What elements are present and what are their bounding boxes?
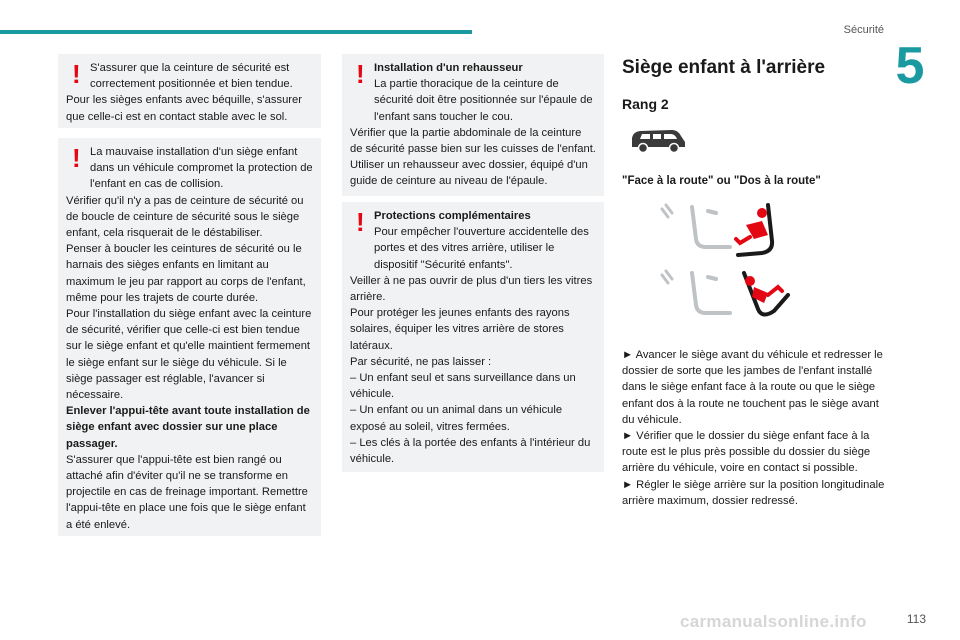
warning-text: Penser à boucler les ceintures de sécurité ou le harnais des sièges enfants en limitant au maximum le jeu par rapport au corps de l'enfant, même pour les trajets de courte durée.: [66, 243, 306, 304]
warning-lead: [66, 144, 313, 193]
warning-lead-text: La partie thoracique de la ceinture de sécurité doit être positionnée sur l'épaule de l'enfant sans toucher le cou.: [374, 78, 593, 123]
warning-lead-text: Pour empêcher l'ouverture accidentelle des portes et des vitres arrière, utiliser le dispositif "Sécurité enfants".: [374, 226, 589, 271]
page-number: 113: [906, 612, 926, 626]
list-item: – Un enfant seul et sans surveillance dans un véhicule.: [350, 372, 576, 401]
header-rule: [0, 30, 472, 34]
seat-row-rearward: [650, 263, 892, 329]
warning-lead-text: S'assurer que la ceinture de sécurité est correctement positionnée et bien tendue.: [90, 62, 293, 91]
warning-exclamation-icon: !: [356, 59, 365, 89]
seat-diagrams: [650, 197, 892, 329]
warning-text: Par sécurité, ne pas laisser :: [350, 355, 492, 368]
warning-box-booster: [342, 54, 604, 196]
instruction-step: ► Régler le siège arrière sur la position longitudinale arrière maximum, dossier redressé.: [622, 478, 885, 507]
list-item: – Les clés à la portée des enfants à l'intérieur du véhicule.: [350, 436, 591, 466]
warning-text: Pour protéger les jeunes enfants des rayons solaires, équiper les vitres arrière de stores latéraux.: [350, 307, 570, 352]
warning-text: Pour l'installation du siège enfant avec la ceinture de sécurité, vérifier que celle-ci est bien tendue sur le siège enfant et qu'elle maintient fermement le siège enfant sur le siège du véhicule. Si le siège passager est réglable, l'avancer si nécessaire.: [66, 308, 312, 402]
warning-lead: [350, 208, 596, 273]
row-subtitle: Rang 2: [622, 96, 669, 112]
orientation-heading: "Face à la route" ou "Dos à la route": [622, 175, 821, 187]
child-seat-rearward-icon: [650, 265, 800, 327]
warning-lead-text: La mauvaise installation d'un siège enfant dans un véhicule compromet la protection de l'enfant en cas de collision.: [90, 146, 313, 191]
warning-text: Utiliser un rehausseur avec dossier, équipé d'un guide de ceinture au niveau de l'épaule.: [350, 159, 588, 188]
warning-exclamation-icon: !: [72, 143, 81, 173]
van-side-icon: [628, 126, 688, 156]
warning-title: Protections complémentaires: [374, 210, 531, 222]
warning-lead: [66, 60, 313, 92]
warning-bold-text: Enlever l'appui-tête avant toute installation de siège enfant avec dossier sur une place passager.: [66, 405, 310, 450]
instruction-step: ► Avancer le siège avant du véhicule et redresser le dossier de sorte que les jambes de l'enfant installé dans le siège enfant face à la route ou que le siège enfant dos à la route ne touchent pas le siège avant du véhicule.: [622, 349, 883, 426]
list-item: – Un enfant ou un animal dans un véhicule exposé au soleil, vitres fermées.: [350, 404, 563, 433]
warning-exclamation-icon: !: [72, 59, 81, 89]
child-seat-forward-icon: [650, 199, 800, 261]
warning-title: Installation d'un rehausseur: [374, 62, 523, 74]
warning-box-installation: [58, 138, 321, 536]
warning-text: Vérifier qu'il n'y a pas de ceinture de sécurité ou de boucle de ceinture de sécurité sous le siège enfant, cela risquerait de le déstabiliser.: [66, 194, 304, 240]
section-label: Sécurité: [843, 24, 884, 36]
warning-exclamation-icon: !: [356, 207, 365, 237]
instruction-steps: [622, 347, 892, 509]
watermark: carmanualsonline.info: [680, 612, 867, 631]
warning-text: Pour les sièges enfants avec béquille, s'assurer que celle-ci est en contact stable avec le sol.: [66, 94, 302, 123]
warning-text: S'assurer que l'appui-tête est bien rangé ou attaché afin d'éviter qu'il ne se transforme en projectile en cas de freinage important. Remettre l'appui-tête en place une fois que le siège enfant a été enlevé.: [66, 453, 308, 531]
warning-text: Veiller à ne pas ouvrir de plus d'un tiers les vitres arrière.: [350, 274, 593, 304]
warning-lead: [350, 60, 596, 125]
warning-box-seatbelt: [58, 54, 321, 128]
chapter-number: 5: [895, 37, 925, 95]
right-column: [622, 56, 892, 509]
warning-box-protections: [342, 202, 604, 472]
warning-text: Vérifier que la partie abdominale de la ceinture de sécurité passe bien sur les cuisses de l'enfant.: [350, 126, 596, 156]
section-title: Siège enfant à l'arrière: [622, 57, 826, 78]
instruction-step: ► Vérifier que le dossier du siège enfant face à la route est le plus près possible du dossier du siège arrière du véhicule, voire en contact si possible.: [622, 430, 871, 475]
seat-row-forward: [650, 197, 892, 263]
